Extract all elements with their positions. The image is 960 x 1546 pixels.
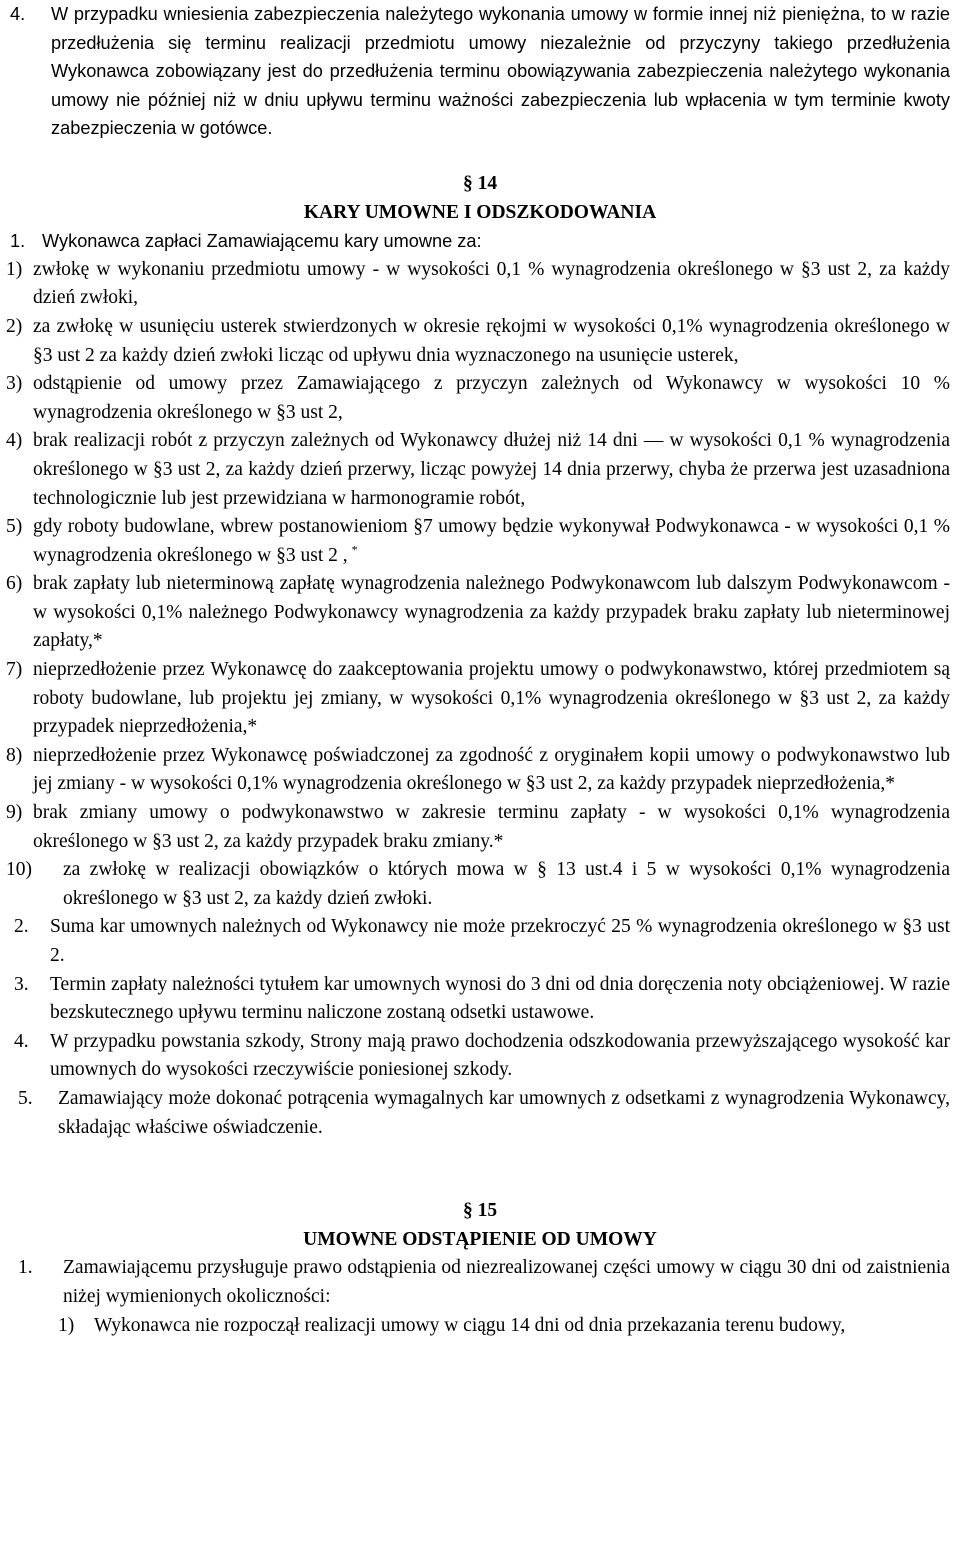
list-item-text: Wykonawca nie rozpoczął realizacji umowy w ciągu 14 dni od dnia przekazania terenu budowy, [94,1314,846,1336]
paragraph-text: Wykonawca zapłaci Zamawiającemu kary umowne za: [42,231,482,252]
list-item-text: brak realizacji robót z przyczyn zależnych od Wykonawcy dłużej niż 14 dni — w wysokości 0,1 % wynagrodzenia określonego w §3 ust 2, za każdy dzień przerwy, licząc powyżej 14 dnia przerwy, chyba że przerwa jest uzasadniona technologicznie lub jest przewidziana w harmonogramie robót, [33,430,950,509]
list-item [6,256,954,313]
paragraph-number: 4. [10,4,26,24]
list-item-number: 4) [6,430,23,452]
list-item-text: nieprzedłożenie przez Wykonawcę poświadczonej za zgodność z oryginałem kopii umowy o podwykonawstwo lub jej zmiany - w wysokości 0,1% wynagrodzenia określonego w §3 ust 2, za każdy przypadek nieprzedłożenia,* [33,744,950,795]
section-15-number: § 15 [462,1200,498,1222]
list-item-number: 6) [6,573,23,595]
list-item [6,799,954,856]
list-item-text: brak zmiany umowy o podwykonawstwo w zakresie terminu zapłaty - w wysokości 0,1% wynagrodzenia określonego w §3 ust 2, za każdy przypadek braku zmiany.* [33,802,950,852]
list-item [6,913,954,970]
paragraph-4-intro [6,0,954,143]
list-item-number: 5) [6,516,23,538]
list-item-number: 3) [6,373,23,395]
list-item-number: 1) [58,1314,75,1336]
list-item [6,971,954,1028]
list-item-text: nieprzedłożenie przez Wykonawcę do zaakceptowania projektu umowy o podwykonawstwo, której przedmiotem są roboty budowlane, lub projektu jej zmiany, w wysokości 0,1% wynagrodzenia określonego w §3 ust 2, za każdy przypadek nieprzedłożenia,* [33,659,950,738]
list-item-text: odstąpienie od umowy przez Zamawiającego z przyczyn zależnych od Wykonawcy w wysokości 10 % wynagrodzenia określonego w §3 ust 2, [33,373,950,423]
list-item [6,313,954,370]
list-item-text: zwłokę w wykonaniu przedmiotu umowy - w wysokości 0,1 % wynagrodzenia określonego w §3 ust 2, za każdy dzień zwłoki, [33,258,950,309]
list-item [6,856,954,913]
list-item-number: 10) [6,859,32,881]
list-item-number: 7) [6,659,23,681]
list-item-text: za zwłokę w usunięciu usterek stwierdzonych w okresie rękojmi w wysokości 0,1% wynagrodzenia określonego w §3 ust 2 za każdy dzień zwłoki licząc od upływu dnia wyznaczonego na usunięcie usterek, [33,315,950,366]
paragraph-number: 1. [10,231,26,252]
section-14-number: § 14 [462,172,498,194]
list-item-number: 5. [18,1087,33,1109]
list-item [6,1312,954,1341]
list-item-text: Suma kar umownych należnych od Wykonawcy nie może przekroczyć 25 % wynagrodzenia określonego w §3 ust 2. [50,916,950,966]
list-item-text: gdy roboty budowlane, wbrew postanowieniom §7 umowy będzie wykonywał Podwykonawca - w wysokości 0,1 % wynagrodzenia określonego w §3 ust 2 , [33,516,950,566]
list-item-text: za zwłokę w realizacji obowiązków o których mowa w § 13 ust.4 i 5 w wysokości 0,1% wynagrodzenia określonego w §3 ust 2, za każdy dzień zwłoki. [63,859,950,909]
list-item-number: 2) [6,315,23,337]
section-15-paragraph-1 [6,1254,954,1311]
list-item-number: 2. [14,916,29,938]
section-15-title: UMOWNE ODSTĄPIENIE OD UMOWY [303,1228,657,1250]
list-item-text: brak zapłaty lub nieterminową zapłatę wynagrodzenia należnego Podwykonawcom lub dalszym Podwykonawcom - w wysokości 0,1% należnego Podwykonawcy wynagrodzenia za każdy przypadek braku zapłaty lub nieterminowej zapłaty,* [33,573,950,652]
list-item-text: W przypadku powstania szkody, Strony mają prawo dochodzenia odszkodowania przewyższającego wysokość kar umownych do wysokości rzeczywiście poniesionej szkody. [50,1030,950,1081]
footnote-marker: * [351,542,358,557]
list-item [6,570,954,656]
list-item-text: Zamawiający może dokonać potrącenia wymagalnych kar umownych z odsetkami z wynagrodzenia Wykonawcy, składając właściwe oświadczenie. [58,1087,950,1138]
paragraph-number: 1. [18,1257,33,1279]
list-item [6,370,954,427]
section-14-paragraph-1 [6,227,954,256]
section-15-circumstance-list [6,1312,954,1341]
list-item-number: 4. [14,1030,29,1052]
list-item [6,513,954,570]
list-item-number: 1) [6,258,23,280]
section-14-title: KARY UMOWNE I ODSZKODOWANIA [303,201,657,223]
list-item [6,1028,954,1085]
list-item [6,1085,954,1142]
section-14-penalty-list [6,256,954,914]
list-item-text-wrap [33,513,950,570]
list-item-number: 8) [6,744,23,766]
list-item-number: 9) [6,802,23,824]
list-item-number: 3. [14,973,29,995]
list-item [6,656,954,742]
paragraph-text: W przypadku wniesienia zabezpieczenia należytego wykonania umowy w formie innej niż pieniężna, to w razie przedłużenia się terminu realizacji przedmiotu umowy niezależnie od przyczyny takiego przedłużenia Wykonawca zobowiązany jest do przedłużenia terminu obowiązywania zabezpieczenia należytego wykonania umowy nie później niż w dniu upływu terminu ważności zabezpieczenia lub wpłacenia w tym terminie kwoty zabezpieczenia w gotówce. [51,4,950,139]
section-14-paragraph-list [6,913,954,1142]
list-item [6,742,954,799]
list-item [6,427,954,513]
list-item-text: Termin zapłaty należności tytułem kar umownych wynosi do 3 dni od dnia doręczenia noty obciążeniowej. W razie bezskutecznego upływu terminu naliczone zostaną odsetki ustawowe. [50,973,950,1024]
paragraph-text: Zamawiającemu przysługuje prawo odstąpienia od niezrealizowanej części umowy w ciągu 30 dni od zaistnienia niżej wymienionych okoliczności: [63,1257,950,1307]
